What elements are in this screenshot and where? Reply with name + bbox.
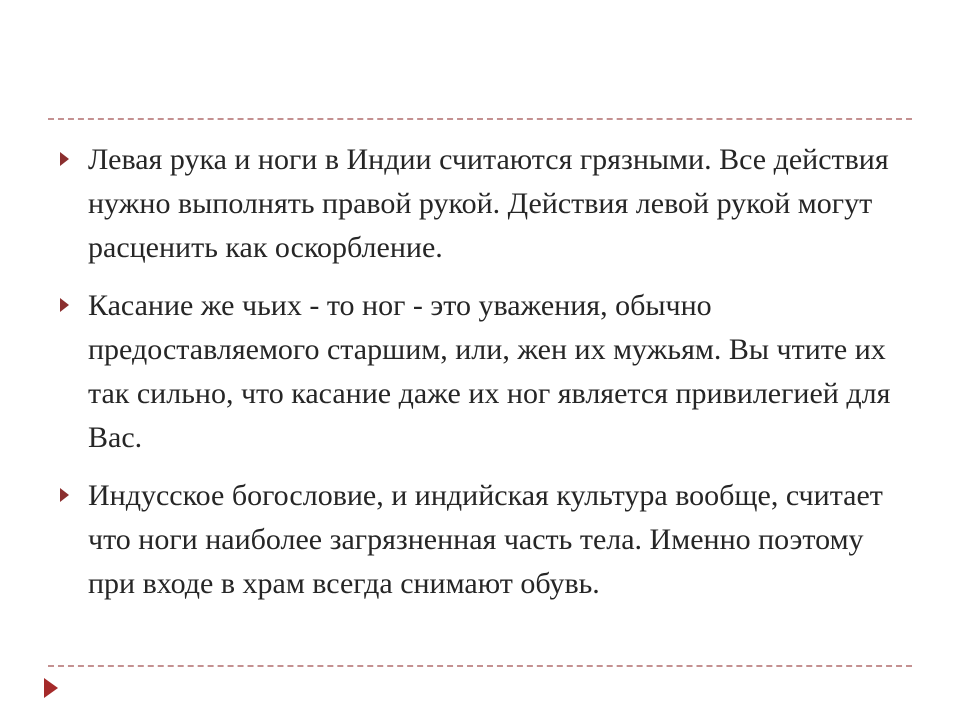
bottom-divider xyxy=(48,665,912,667)
bullet-text: Индусское богословие, и индийская культура вообще, считает что ноги наиболее загрязненная часть тела. Именно поэтому при входе в храм всегда снимают обувь. xyxy=(88,479,883,600)
triangle-bullet-icon xyxy=(60,488,69,502)
slide-content xyxy=(56,138,916,620)
bullet-item xyxy=(56,138,916,270)
triangle-bullet-icon xyxy=(60,152,69,166)
bullet-text: Левая рука и ноги в Индии считаются грязными. Все действия нужно выполнять правой рукой. Действия левой рукой могут расценить как оскорбление. xyxy=(88,143,889,264)
bullet-text: Касание же чьих - то ног - это уважения, обычно предоставляемого старшим, или, жен их мужьям. Вы чтите их так сильно, что касание даже их ног является привилегией для Вас. xyxy=(88,289,891,454)
triangle-bullet-icon xyxy=(60,298,69,312)
bullet-item xyxy=(56,284,916,460)
play-arrow-icon[interactable] xyxy=(44,678,58,698)
top-divider xyxy=(48,118,912,120)
bullet-item xyxy=(56,474,916,606)
